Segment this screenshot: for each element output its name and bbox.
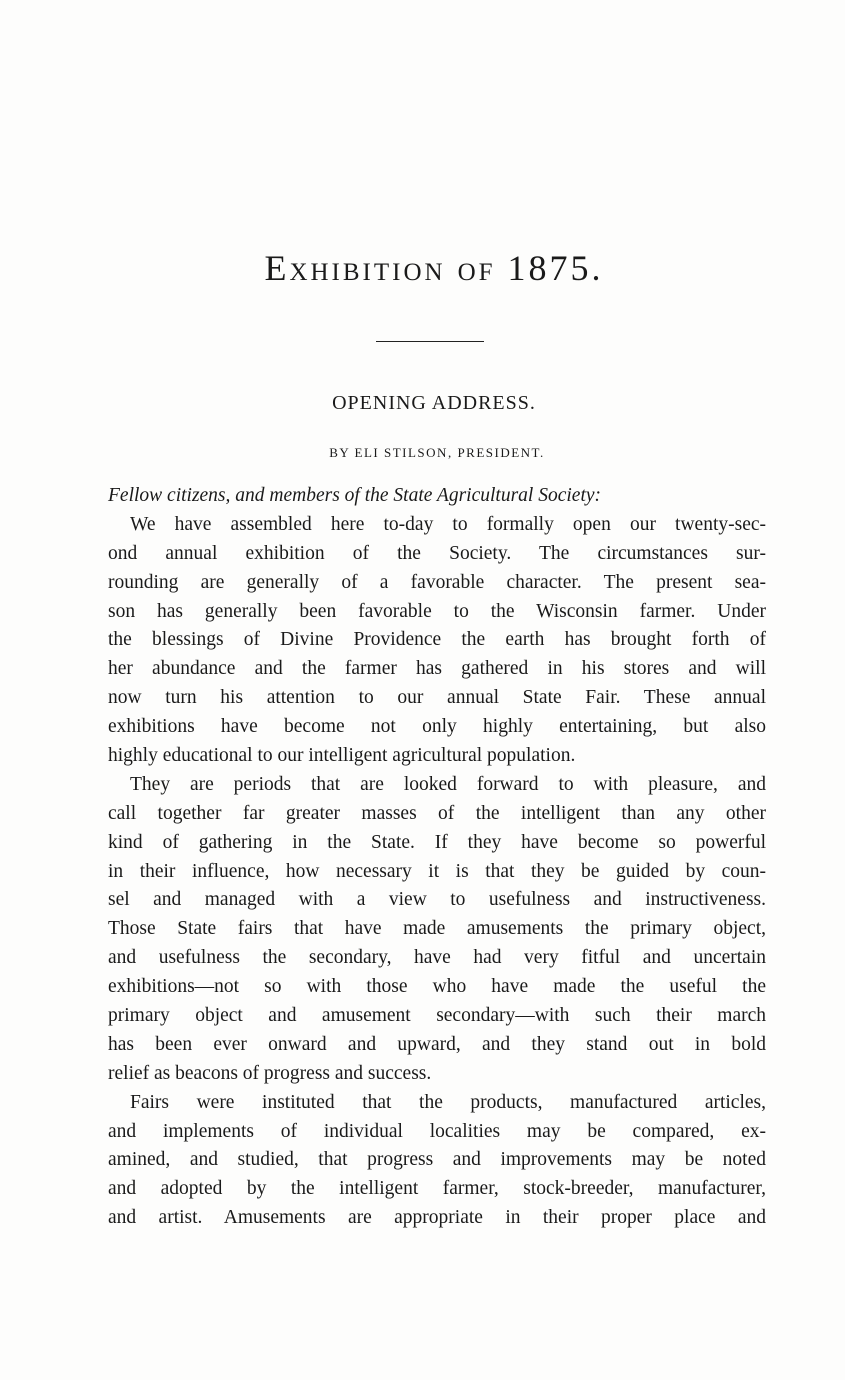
text-line: the blessings of Divine Providence the earth has brought forth of [108,629,766,651]
text-line: her abundance and the farmer has gathered in his stores and will [108,658,766,680]
text-line: call together far greater masses of the intelligent than any other [108,802,766,824]
text-line: primary object and amusement secondary—with such their march [108,1005,766,1027]
text-line: Those State fairs that have made amusements the primary object, [108,918,766,940]
text-line: rounding are generally of a favorable character. The present sea- [108,571,766,593]
text-line: in their influence, how necessary it is that they be guided by coun- [108,860,766,882]
text-line: ond annual exhibition of the Society. The circumstances sur- [108,542,766,564]
body-text [108,482,766,1233]
text-line: and artist. Amusements are appropriate in their proper place and [108,1207,766,1229]
text-line: amined, and studied, that progress and improvements may be noted [108,1149,766,1171]
text-line: and usefulness the secondary, have had very fitful and uncertain [108,947,766,969]
text-line: has been ever onward and upward, and they stand out in bold [108,1033,766,1055]
text-line: sel and managed with a view to usefulness and instructiveness. [108,889,766,911]
text-line: relief as beacons of progress and success. [108,1062,432,1084]
text-line: exhibitions—not so with those who have made the useful the [108,976,766,998]
title-divider [376,341,484,342]
salutation: Fellow citizens, and members of the State Agricultural Society: [108,485,602,506]
page-title: Exhibition of 1875. [264,248,604,288]
byline: BY ELI STILSON, PRESIDENT. [329,445,545,460]
text-line: kind of gathering in the State. If they have become so powerful [108,831,766,853]
text-line: and adopted by the intelligent farmer, stock-breeder, manufacturer, [108,1178,766,1200]
text-line: They are periods that are looked forward to with pleasure, and [130,773,766,795]
text-line: now turn his attention to our annual State Fair. These annual [108,687,766,709]
text-line: son has generally been favorable to the Wisconsin farmer. Under [108,600,766,622]
text-line: Fairs were instituted that the products, manufactured articles, [130,1091,766,1113]
text-line: We have assembled here to-day to formally open our twenty-sec- [130,513,766,535]
text-line: highly educational to our intelligent agricultural population. [108,745,576,767]
section-heading: OPENING ADDRESS. [332,392,536,414]
text-line: exhibitions have become not only highly entertaining, but also [108,716,766,738]
text-line: and implements of individual localities may be compared, ex- [108,1120,766,1142]
